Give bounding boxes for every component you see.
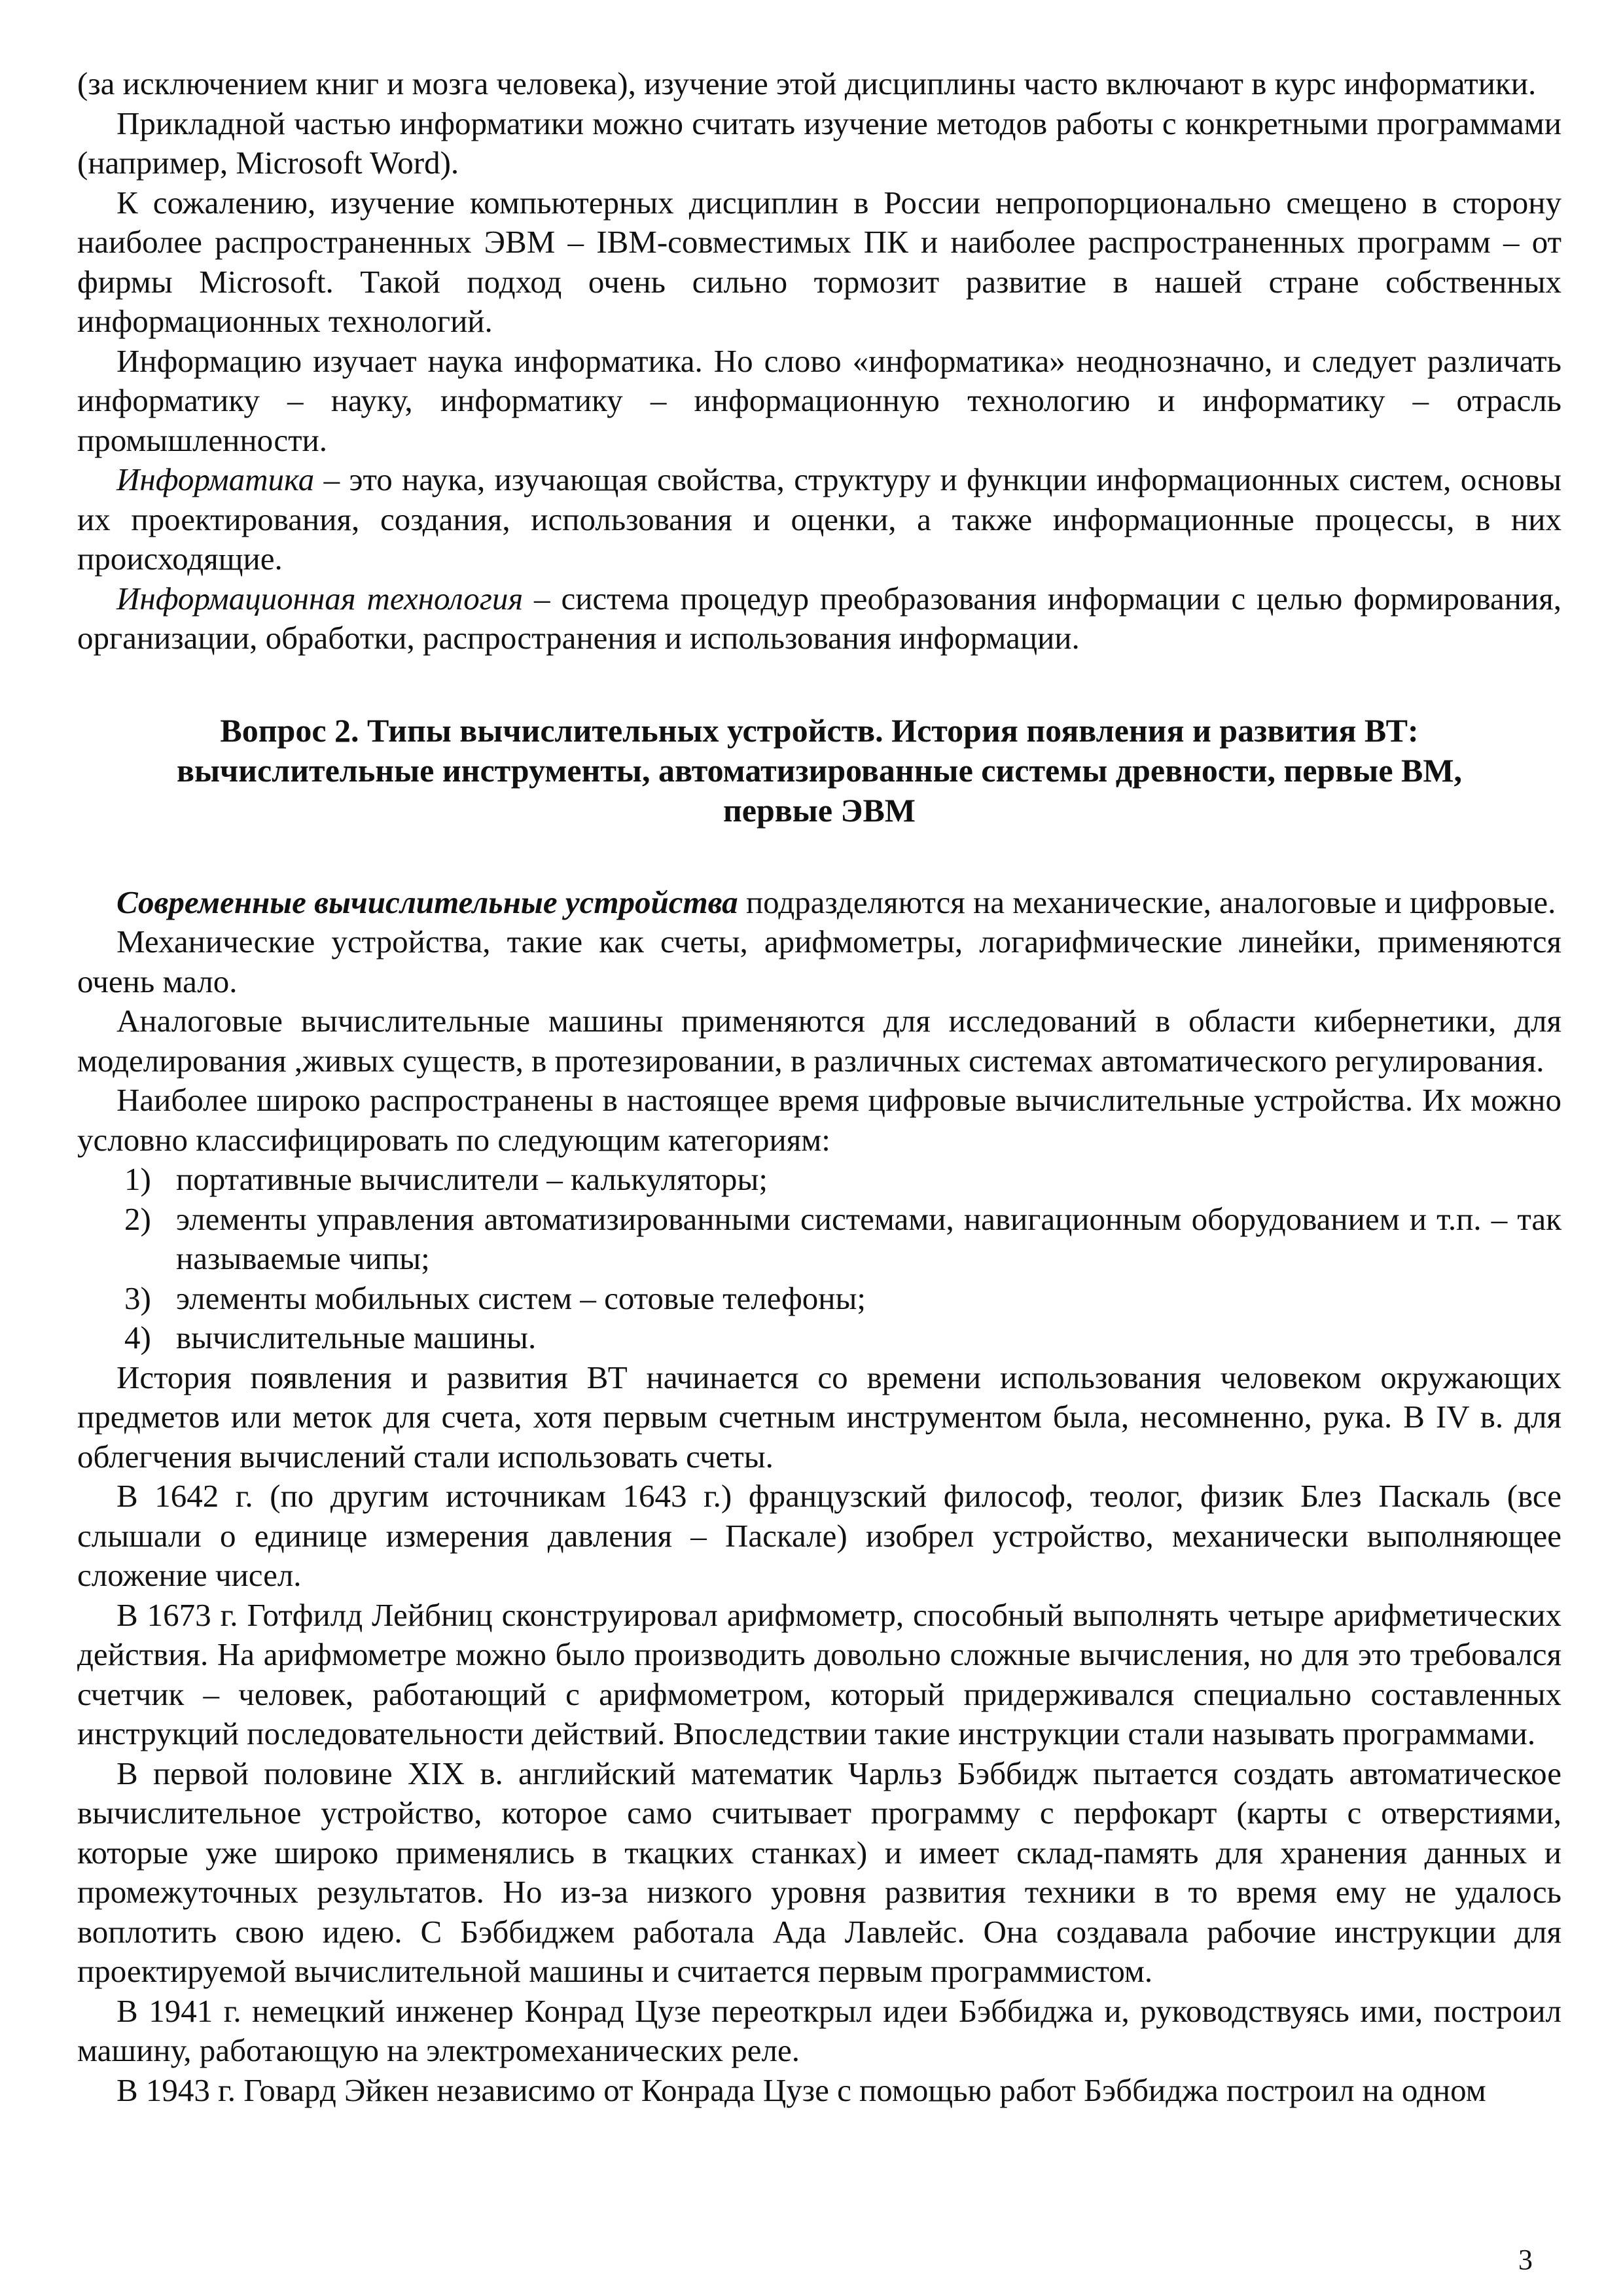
paragraph-1: (за исключением книг и мозга человека), изучение этой дисциплины часто включают в курс информатики.: [77, 65, 1537, 101]
list-item-number: 4): [124, 1319, 151, 1355]
section-heading: [77, 711, 1561, 831]
paragraph-3: К сожалению, изучение компьютерных дисциплин в России непропорционально смещено в сторону наиболее распространенных ЭВМ – IBM-совместимых ПК и наиболее распространенных программ – от фирмы Microsoft. Такой подход очень сильно тормозит развитие в нашей стране собственных информационных технологий.: [77, 184, 1561, 339]
term-modern-devices: Современные вычислительные устройства: [116, 884, 738, 920]
paragraph-14: В первой половине XIX в. английский математик Чарльз Бэббидж пытается создать автоматическое вычислительное устройство, которое само считывает программу с перфокарт (карты с отверстиями, которые уже широко применялись в ткацких станках) и имеет склад-память для хранения данных и промежуточных результатов. Но из-за низкого уровня развития техники в то время ему не удалось воплотить свою идею. С Бэббиджем работала Ада Лавлейс. Она создавала рабочие инструкции для проектируемой вычислительной машины и считается первым программистом.: [77, 1755, 1561, 1989]
heading-line-3: первые ЭВМ: [723, 791, 916, 829]
term-information-technology: Информационная технология: [116, 580, 524, 617]
term-informatics: Информатика: [116, 461, 315, 497]
paragraph-12: В 1642 г. (по другим источникам 1643 г.) французский философ, теолог, физик Блез Паскаль (все слышали о единице измерения давления – Паскале) изобрел устройство, механически выполняющее сложение чисел.: [77, 1478, 1561, 1593]
document-page: [77, 64, 1561, 2250]
category-list: [77, 1160, 1561, 1358]
list-item-number: 1): [124, 1161, 151, 1197]
list-item: [77, 1279, 1561, 1319]
heading-line-2: вычислительные инструменты, автоматизированные системы древности, первые ВМ,: [176, 751, 1463, 789]
list-item-number: 3): [124, 1280, 151, 1316]
paragraph-7-text: подразделяются на механические, аналоговые и цифровые.: [738, 884, 1556, 920]
list-item-text: вычислительные машины.: [176, 1319, 537, 1355]
list-item-text: портативные вычислители – калькуляторы;: [176, 1161, 768, 1197]
paragraph-11: История появления и развития ВТ начинается со времени использования человеком окружающих предметов или меток для счета, хотя первым счетным инструментом была, несомненно, рука. В IV в. для облегчения вычислений стали использовать счеты.: [77, 1359, 1561, 1475]
list-item: [77, 1318, 1561, 1358]
paragraph-9: Аналоговые вычислительные машины применяются для исследований в области кибернетики, для моделирования ,живых существ, в протезировании, в различных системах автоматического регулирования.: [77, 1003, 1561, 1079]
heading-line-1: Вопрос 2. Типы вычислительных устройств. История появления и развития ВТ:: [220, 711, 1419, 749]
paragraph-4: Информацию изучает наука информатика. Но слово «информатика» неоднозначно, и следует различать информатику – науку, информатику – информационную технологию и информатику – отрасль промышленности.: [77, 342, 1561, 458]
page-number: 3: [1518, 2244, 1533, 2276]
paragraph-6-text: – система процедур преобразования информации с целью формирования, организации, обработки, распространения и использования информации.: [77, 580, 1561, 656]
paragraph-6: [77, 579, 1561, 658]
paragraph-2: Прикладной частью информатики можно считать изучение методов работы с конкретными программами (например, Microsoft Word).: [77, 105, 1561, 181]
paragraph-13: В 1673 г. Готфилд Лейбниц сконструировал арифмометр, способный выполнять четыре арифметических действия. На арифмометре можно было производить довольно сложные вычисления, но для это требовался счетчик – человек, работающий с арифмометром, который придерживался специально составленных инструкций последовательности действий. Впоследствии такие инструкции стали называть программами.: [77, 1596, 1561, 1751]
paragraph-7: [77, 883, 1561, 923]
paragraph-8: Механические устройства, такие как счеты, арифмометры, логарифмические линейки, применяются очень мало.: [77, 924, 1561, 999]
list-item-number: 2): [124, 1200, 151, 1237]
paragraph-15: В 1941 г. немецкий инженер Конрад Цузе переоткрыл идеи Бэббиджа и, руководствуясь ими, построил машину, работающую на электромеханических реле.: [77, 1992, 1561, 2068]
paragraph-5: [77, 460, 1561, 579]
paragraph-10: Наиболее широко распространены в настоящее время цифровые вычислительные устройства. Их можно условно классифицировать по следующим категориям:: [77, 1082, 1561, 1158]
list-item: [77, 1200, 1561, 1279]
list-item-text: элементы управления автоматизированными системами, навигационным оборудованием и т.п. – так называемые чипы;: [176, 1200, 1561, 1276]
paragraph-16: В 1943 г. Говард Эйкен независимо от Конрада Цузе с помощью работ Бэббиджа построил на одном: [116, 2072, 1486, 2108]
list-item-text: элементы мобильных систем – сотовые телефоны;: [176, 1280, 866, 1316]
paragraph-5-text: – это наука, изучающая свойства, структуру и функции информационных систем, основы их проектирования, создания, использования и оценки, а также информационные процессы, в них происходящие.: [77, 461, 1561, 577]
list-item: [77, 1160, 1561, 1200]
